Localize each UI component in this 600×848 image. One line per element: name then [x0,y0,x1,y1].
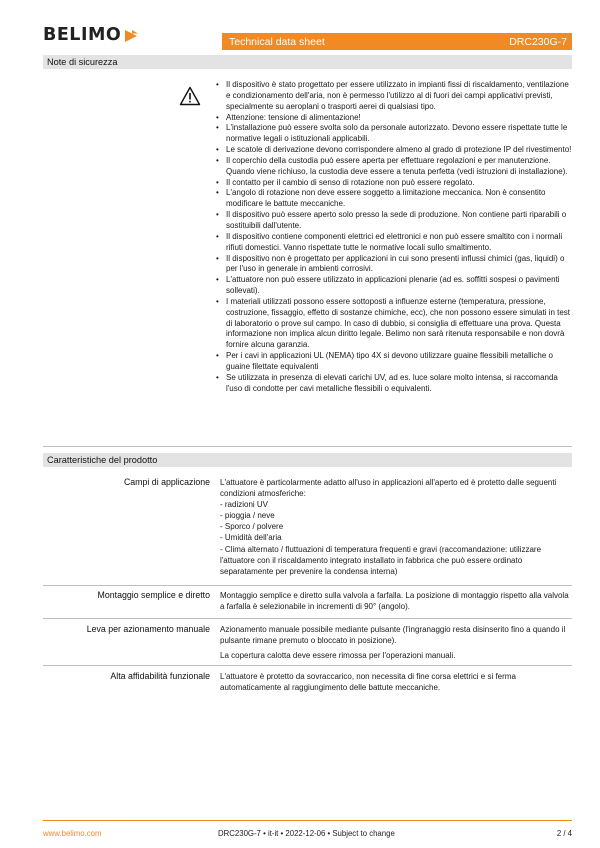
safety-item: • Il dispositivo contiene componenti elettrici ed elettronici e non può essere smaltito con i normali rifiuti domestici. Vanno rispettate tutte le normative locali sullo smaltimento. [216,232,572,254]
doc-info: DRC230G-7 • it-it • 2022-12-06 • Subject to change [218,829,395,838]
feature-line: Azionamento manuale possibile mediante pulsante (l'ingranaggio resta disinserito fino a quando il pulsante rimane premuto o bloccato in posizione). [220,625,566,646]
safety-list [216,80,572,394]
safety-item: • Il dispositivo non è progettato per applicazioni in cui sono presenti influssi chimici (gas, liquidi) o per l'uso in generale in ambienti corrosivi. [216,254,572,276]
doc-title: Technical data sheet [229,35,325,48]
safety-item: • L'attuatore non può essere utilizzato in applicazioni plenarie (ad es. soffitti sospesi o pavimenti sollevati). [216,275,572,297]
divider [43,446,572,447]
safety-item: • Attenzione: tensione di alimentazione! [216,113,572,124]
page-number: 2 / 4 [556,829,572,838]
belimo-logo [43,27,139,45]
feature-line: - Umidità dell'aria [220,533,282,543]
safety-item: • Il dispositivo è stato progettato per essere utilizzato in impianti fissi di riscaldamento, ventilazione e condizionamento dell'aria, non è permesso l'utilizzo al di fuori dei campi applicativi previsti, specialmente su aeroplani o trasporti aerei di qualsiasi tipo. [216,80,572,113]
divider [43,618,572,619]
safety-item: • Per i cavi in applicazioni UL (NEMA) tipo 4X si devono utilizzare guaine flessibili metalliche o guaine filettate equivalenti [216,351,572,373]
feature-line: - pioggia / neve [220,511,275,521]
feature-label: Leva per azionamento manuale [86,624,210,634]
feature-text [220,624,572,661]
belimo-logo-icon [123,28,139,44]
divider [43,665,572,666]
feature-line: Montaggio semplice e diretto sulla valvola a farfalla. La posizione di montaggio rispetto alla valvola a farfalla è selezionabile in incrementi di 90° (angolo). [220,591,569,612]
product-code: DRC230G-7 [509,35,567,48]
divider [43,585,572,586]
safety-item: • L'angolo di rotazione non deve essere soggetto a limitazione meccanica. Non è consentito modificare le battute meccaniche. [216,188,572,210]
feature-label: Montaggio semplice e diretto [97,590,210,600]
safety-item: • Le scatole di derivazione devono corrispondere almeno al grado di protezione IP del rivestimento! [216,145,572,156]
feature-line: L'attuatore è protetto da sovraccarico, non necessita di fine corsa elettrici e si ferma automaticamente al raggiungimento delle battute meccaniche. [220,672,516,693]
feature-line: - Sporco / polvere [220,522,284,532]
feature-text [220,590,572,612]
footer-divider [43,820,572,821]
safety-item: • Il coperchio della custodia può essere aperta per effettuare regolazioni e per manutenzione. Quando viene richiuso, la custodia deve essere a tenuta perfetta (vedi istruzioni di installazione). [216,156,572,178]
warning-triangle-icon [179,86,201,106]
brand-name: BELIMO [43,25,122,45]
feature-line: L'attuatore è particolarmente adatto all'uso in applicazioni all'aperto ed è protetto dalle seguenti condizioni atmosferiche: [220,478,557,499]
safety-item: • Il contatto per il cambio di senso di rotazione non può essere regolato. [216,178,572,189]
safety-item: • Se utilizzata in presenza di elevati carichi UV, ad es. luce solare molto intensa, si raccomanda l'uso di condotte per cavi metalliche flessibili o equivalenti. [216,373,572,395]
header-bar [222,33,572,50]
feature-line: La copertura calotta deve essere rimossa per l'operazioni manuali. [220,651,456,661]
safety-item: • L'installazione può essere svolta solo da personale autorizzato. Devono essere rispettate tutte le normative legali o istituzionali applicabili. [216,123,572,145]
safety-section-title: Note di sicurezza [47,57,118,67]
features-section-title: Caratteristiche del prodotto [47,455,158,465]
website-link[interactable]: www.belimo.com [43,829,102,838]
features-section-header [43,453,572,467]
feature-label: Campi di applicazione [123,477,210,487]
feature-label: Alta affidabilità funzionale [110,671,210,681]
safety-section-header [43,55,572,69]
feature-line: - radizioni UV [220,500,269,510]
feature-line: - Clima alternato / fluttuazioni di temperatura frequenti e gravi (raccomandazione: utilizzare l'attuatore con il riscaldamento integrato installato in fabbrica che può essere ordinato separatamente per prevenire la condensa interna) [220,544,542,576]
safety-item: • I materiali utilizzati possono essere sottoposti a influenze esterne (temperatura, pressione, costruzione, fissaggio, effetto di sostanze chimiche, ecc), che non possono essere simulati in test di laboratorio o prove sul campo. In caso di dubbio, si consiglia di effettuare una prova. Questa informazione non implica alcun diritto legale. Belimo non sarà ritenuta responsabile e non dovrà fornire alcuna garanzia. [216,297,572,351]
feature-text [220,477,572,577]
feature-text [220,671,572,693]
safety-item: • Il dispositivo può essere aperto solo presso la sede di produzione. Non contiene parti riparabili o sostituibili dall'utente. [216,210,572,232]
